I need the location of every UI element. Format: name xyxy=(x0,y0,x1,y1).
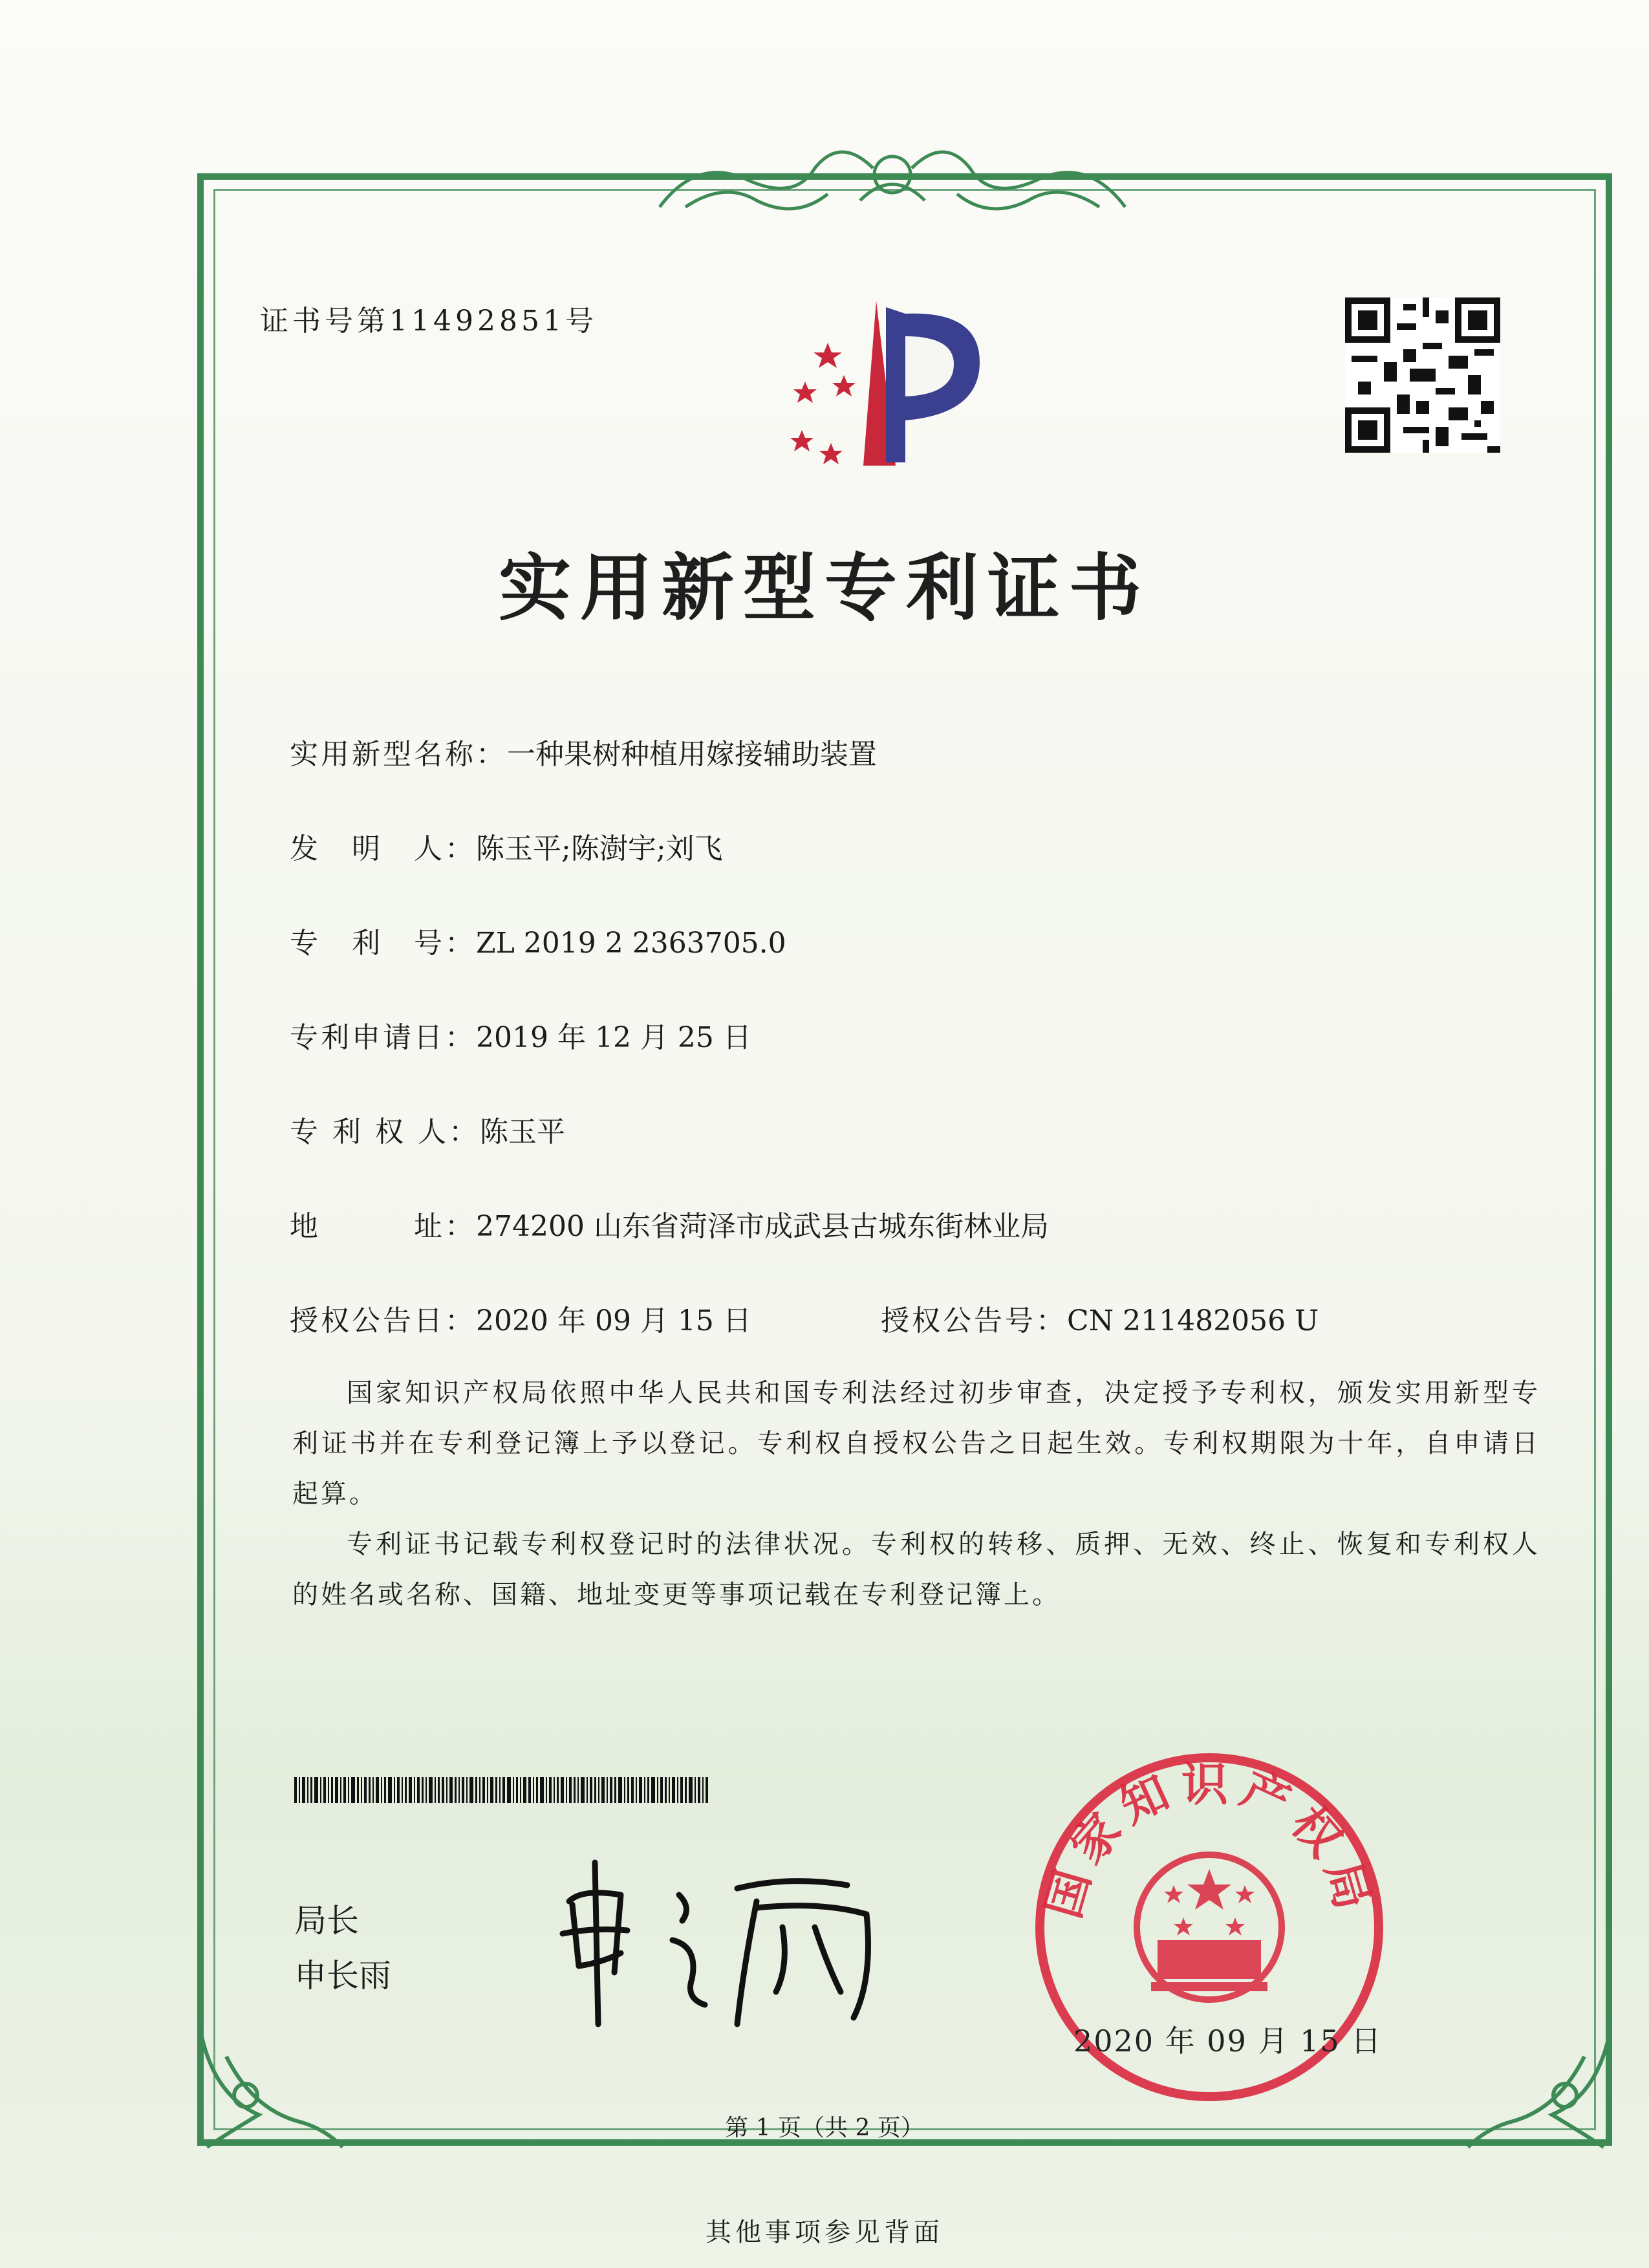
field-patent-no-label: 专 利 号： xyxy=(290,927,476,960)
seal-text: 国家知识产权局 xyxy=(1035,1757,1383,1924)
certificate-title: 实用新型专利证书 xyxy=(499,546,1150,631)
body-paragraph-2: 专利证书记载专利权登记时的法律状况。专利权的转移、质押、无效、终止、恢复和专利权人的姓名或名称、国籍、地址变更等事项记载在专利登记簿上。 xyxy=(292,1529,1540,1610)
field-grant-date xyxy=(290,1297,751,1339)
field-name xyxy=(290,731,877,772)
certificate-number-label: 证书号第 xyxy=(260,305,389,338)
top-ornament xyxy=(647,129,1138,226)
field-patentee xyxy=(290,1108,565,1150)
field-inventor xyxy=(290,825,723,867)
patent-office-logo xyxy=(766,288,1012,475)
field-grant-no-label: 授权公告号： xyxy=(881,1304,1067,1337)
field-address xyxy=(290,1203,1049,1244)
field-address-label: 地 址： xyxy=(290,1210,476,1243)
field-address-value: 274200 山东省菏泽市成武县古城东街林业局 xyxy=(476,1210,1049,1243)
field-patent-no-value: ZL 2019 2 2363705.0 xyxy=(476,927,786,960)
field-patentee-label: 专 利 权 人： xyxy=(290,1116,480,1149)
field-filing-date xyxy=(290,1014,751,1055)
field-patentee-value: 陈玉平 xyxy=(479,1116,565,1149)
qr-code xyxy=(1345,297,1500,453)
field-inventor-value: 陈玉平;陈澍宇;刘飞 xyxy=(476,832,723,865)
seal-date: 2020 年 09 月 15 日 xyxy=(1073,2024,1383,2058)
field-name-label: 实用新型名称： xyxy=(290,738,507,771)
other-matters-note: 其他事项参见背面 xyxy=(706,2218,943,2247)
field-patent-no xyxy=(290,920,786,961)
field-grant-no xyxy=(881,1297,1319,1339)
director-name: 申长雨 xyxy=(294,1957,391,1994)
field-grant-date-value: 2020 年 09 月 15 日 xyxy=(476,1304,751,1337)
field-inventor-label: 发 明 人： xyxy=(290,832,476,865)
page-number: 第 1 页（共 2 页） xyxy=(725,2115,924,2141)
director-title: 局长 xyxy=(294,1902,359,1939)
field-filing-date-value: 2019 年 12 月 25 日 xyxy=(476,1021,751,1054)
certificate-body xyxy=(292,1368,1540,1620)
body-paragraph-1: 国家知识产权局依照中华人民共和国专利法经过初步审查，决定授予专利权，颁发实用新型专利证书并在专利登记簿上予以登记。专利权自授权公告之日起生效。专利权期限为十年，自申请日起算。 xyxy=(292,1378,1540,1509)
field-grant-date-label: 授权公告日： xyxy=(290,1304,476,1337)
director-signature xyxy=(543,1850,892,2044)
field-filing-date-label: 专利申请日： xyxy=(290,1021,476,1054)
field-name-value: 一种果树种植用嫁接辅助装置 xyxy=(507,738,877,771)
certificate-number-value: 11492851 xyxy=(389,305,565,338)
barcode xyxy=(294,1777,708,1803)
certificate-number xyxy=(260,297,598,339)
certificate-number-suffix: 号 xyxy=(565,305,598,338)
field-grant-no-value: CN 211482056 U xyxy=(1067,1304,1319,1337)
